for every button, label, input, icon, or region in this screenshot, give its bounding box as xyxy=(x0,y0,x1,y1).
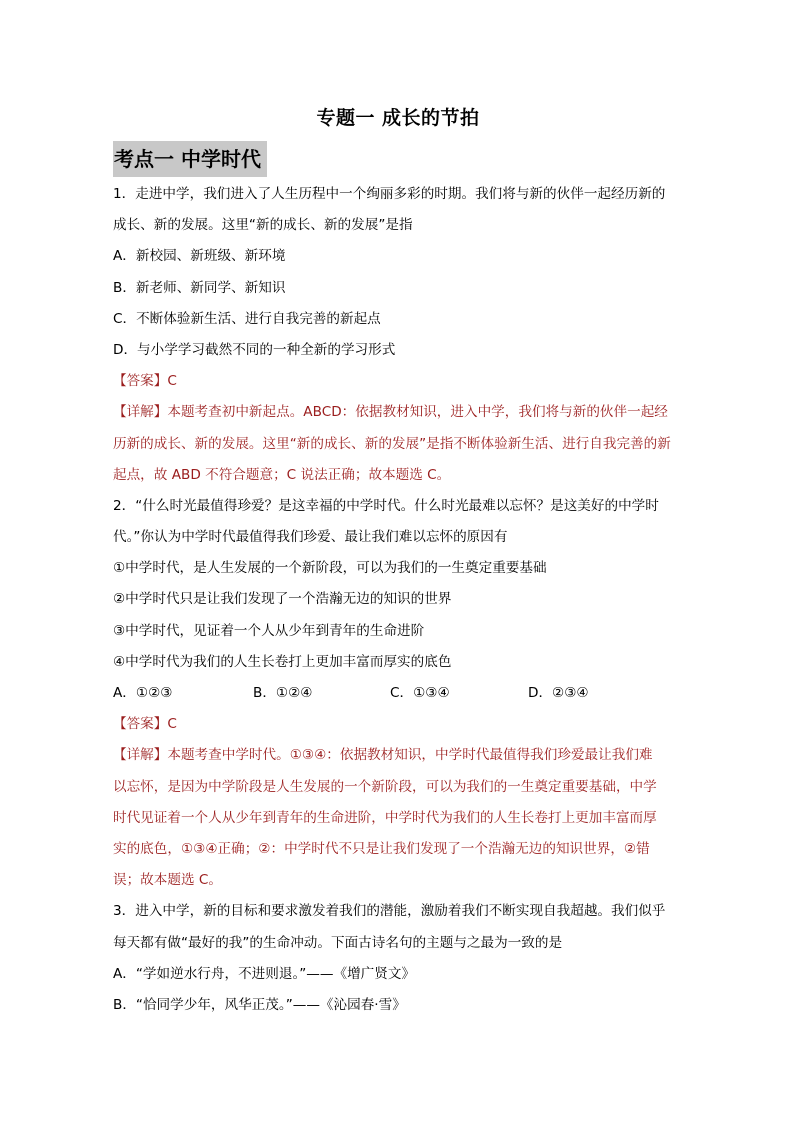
explanation-line: 起点，故 ABD 不符合题意；C 说法正确；故本题选 C。 xyxy=(113,466,451,483)
option-b: B．“恰同学少年，风华正茂。”——《沁园春·雪》 xyxy=(113,996,406,1013)
statement-4: ④中学时代为我们的人生长卷打上更加丰富而厚实的底色 xyxy=(113,653,452,670)
option-c: C．不断体验新生活、进行自我完善的新起点 xyxy=(113,310,381,327)
option-c: C．①③④ xyxy=(390,685,450,701)
explanation-line: 误；故本题选 C。 xyxy=(113,872,222,889)
page-title: 专题一 成长的节拍 xyxy=(316,107,480,129)
answer-line: 【答案】C xyxy=(113,373,177,390)
explanation-line: 【详解】本题考查初中新起点。ABCD：依据教材知识，进入中学，我们将与新的伙伴一起经 xyxy=(113,404,668,421)
statement-1: ①中学时代，是人生发展的一个新阶段，可以为我们的一生奠定重要基础 xyxy=(113,560,547,577)
option-b: B．①②④ xyxy=(253,685,313,701)
question-stem-line: 1．走进中学，我们进入了人生历程中一个绚丽多彩的时期。我们将与新的伙伴一起经历新的 xyxy=(113,186,666,202)
option-d: D．与小学学习截然不同的一种全新的学习形式 xyxy=(113,341,396,358)
explanation-line: 历新的成长、新的发展。这里“新的成长、新的发展”是指不断体验新生活、进行自我完善的新 xyxy=(113,435,671,452)
option-d: D．②③④ xyxy=(528,685,589,701)
option-a: A．①②③ xyxy=(113,685,173,701)
question-1 xyxy=(113,179,688,491)
question-stem-line: 成长、新的发展。这里“新的成长、新的发展”是指 xyxy=(113,217,413,234)
explanation-line: 时代见证着一个人从少年到青年的生命进阶，中学时代为我们的人生长卷打上更加丰富而厚 xyxy=(113,809,657,826)
explanation-line: 【详解】本题考查中学时代。①③④：依据教材知识，中学时代最值得我们珍爱最让我们难 xyxy=(113,747,653,764)
question-content xyxy=(113,179,688,1021)
question-stem-line: 3．进入中学，新的目标和要求激发着我们的潜能，激励着我们不断实现自我超越。我们似乎 xyxy=(113,903,666,920)
options-row xyxy=(113,678,688,709)
explanation-line: 实的底色，①③④正确；②：中学时代不只是让我们发现了一个浩瀚无边的知识世界，②错 xyxy=(113,840,650,857)
question-stem-line: 代。”你认为中学时代最值得我们珍爱、最让我们难以忘怀的原因有 xyxy=(113,529,508,546)
statement-2: ②中学时代只是让我们发现了一个浩瀚无边的知识的世界 xyxy=(113,591,452,608)
section-header: 考点一 中学时代 xyxy=(113,141,267,177)
question-stem-line: 每天都有做“最好的我”的生命冲动。下面古诗名句的主题与之最为一致的是 xyxy=(113,934,563,951)
question-3 xyxy=(113,896,688,1021)
option-a: A．新校园、新班级、新环境 xyxy=(113,248,286,265)
statement-3: ③中学时代，见证着一个人从少年到青年的生命进阶 xyxy=(113,622,425,639)
explanation-line: 以忘怀，是因为中学阶段是人生发展的一个新阶段，可以为我们的一生奠定重要基础，中学 xyxy=(113,778,657,795)
option-a: A．“学如逆水行舟，不进则退。”——《增广贤文》 xyxy=(113,965,416,982)
question-2 xyxy=(113,491,688,896)
question-stem-line: 2．“什么时光最值得珍爱？是这幸福的中学时代。什么时光最难以忘怀？是这美好的中学时 xyxy=(113,497,659,514)
answer-line: 【答案】C xyxy=(113,716,177,733)
option-b: B．新老师、新同学、新知识 xyxy=(113,279,286,296)
